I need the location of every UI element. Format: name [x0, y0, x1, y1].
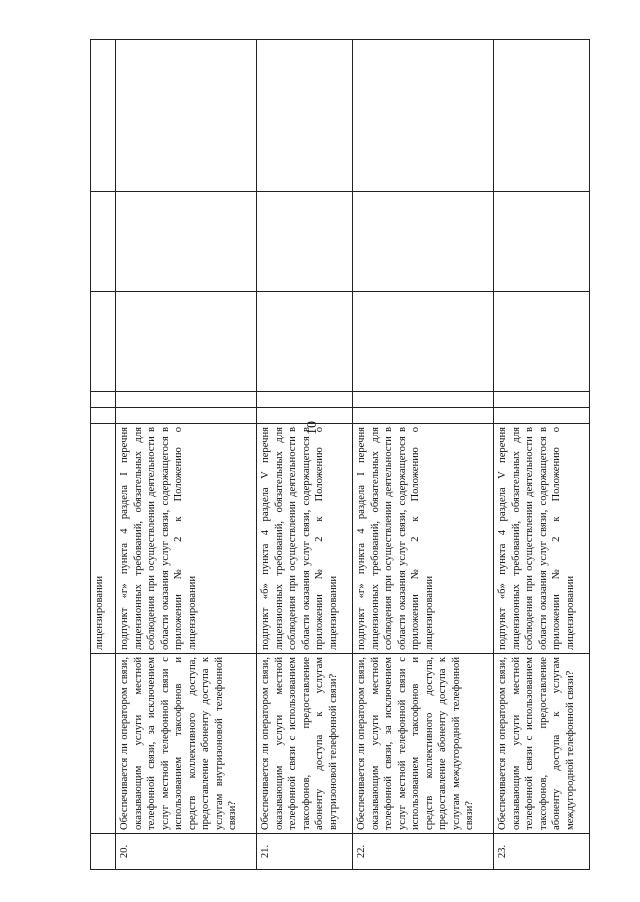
notes-cell — [116, 40, 257, 192]
row-number: 22. — [352, 834, 493, 870]
reference-cell: подпункт «г» пункта 4 раздела I перечня лицензионных требований, обязательных для соблюдения при осуществлении деятельности в области оказания услуг связи, содержащегося в приложении № 2 к Положению о лицензировании — [116, 424, 257, 654]
reference-cell: подпункт «г» пункта 4 раздела I перечня лицензионных требований, обязательных для соблюдения при осуществлении деятельности в области оказания услуг связи, содержащегося в приложении № 2 к Положению о лицензировании — [352, 424, 493, 654]
row-number: 23. — [494, 834, 590, 870]
answer-cell — [352, 192, 493, 292]
notes-cell — [352, 40, 493, 192]
question-cell: Обеспечивается ли оператором связи, оказывающим услуги местной телефонной связи, за исключением услуг местной телефонной связи с использованием таксофонов и средств коллективного доступа, предоставление абоненту доступа к услугам междугородной телефонной связи? — [352, 654, 493, 834]
answer-cell — [116, 292, 257, 392]
answer-cell — [116, 392, 257, 408]
answer-cell — [352, 292, 493, 392]
page-number: 10 — [305, 421, 320, 435]
checklist-table — [90, 40, 590, 870]
continued-reference-cell: лицензировании — [91, 424, 116, 654]
notes-cell — [494, 40, 590, 192]
answer-cell — [352, 392, 493, 408]
answer-cell — [257, 292, 353, 392]
answer-cell — [494, 392, 590, 408]
table-row — [352, 40, 493, 870]
question-cell: Обеспечивается ли оператором связи, оказывающим услуги местной телефонной связи с использованием таксофонов, предоставление абоненту доступа к услугам внутризоновой телефонной связи? — [257, 654, 353, 834]
answer-cell — [494, 408, 590, 424]
table-row — [494, 40, 590, 870]
answer-cell — [257, 408, 353, 424]
reference-cell: подпункт «б» пункта 4 раздела V перечня лицензионных требований, обязательных для соблюдения при осуществлении деятельности в области оказания услуг связи, содержащегося в приложении № 2 к Положению о лицензировании — [494, 424, 590, 654]
reference-cell: подпункт «б» пункта 4 раздела V перечня лицензионных требований, обязательных для соблюдения при осуществлении деятельности в области оказания услуг связи, содержащегося в приложении № 2 к Положению о лицензировании — [257, 424, 353, 654]
answer-cell — [352, 408, 493, 424]
answer-cell — [494, 292, 590, 392]
answer-cell — [494, 192, 590, 292]
answer-cell — [257, 392, 353, 408]
answer-cell — [116, 408, 257, 424]
row-number: 21. — [257, 834, 353, 870]
question-cell: Обеспечивается ли оператором связи, оказывающим услуги местной телефонной связи, за исключением услуг местной телефонной связи с использованием таксофонов и средств коллективного доступа, предоставление абоненту доступа к услугам внутризоновой телефонной связи? — [116, 654, 257, 834]
answer-cell — [257, 192, 353, 292]
table-row — [116, 40, 257, 870]
table-continuation-row — [91, 40, 116, 870]
question-cell: Обеспечивается ли оператором связи, оказывающим услуги местной телефонной связи с использованием таксофонов, предоставление абоненту доступа к услугам междугородной телефонной связи? — [494, 654, 590, 834]
table-row — [257, 40, 353, 870]
answer-cell — [116, 192, 257, 292]
notes-cell — [257, 40, 353, 192]
row-number: 20. — [116, 834, 257, 870]
